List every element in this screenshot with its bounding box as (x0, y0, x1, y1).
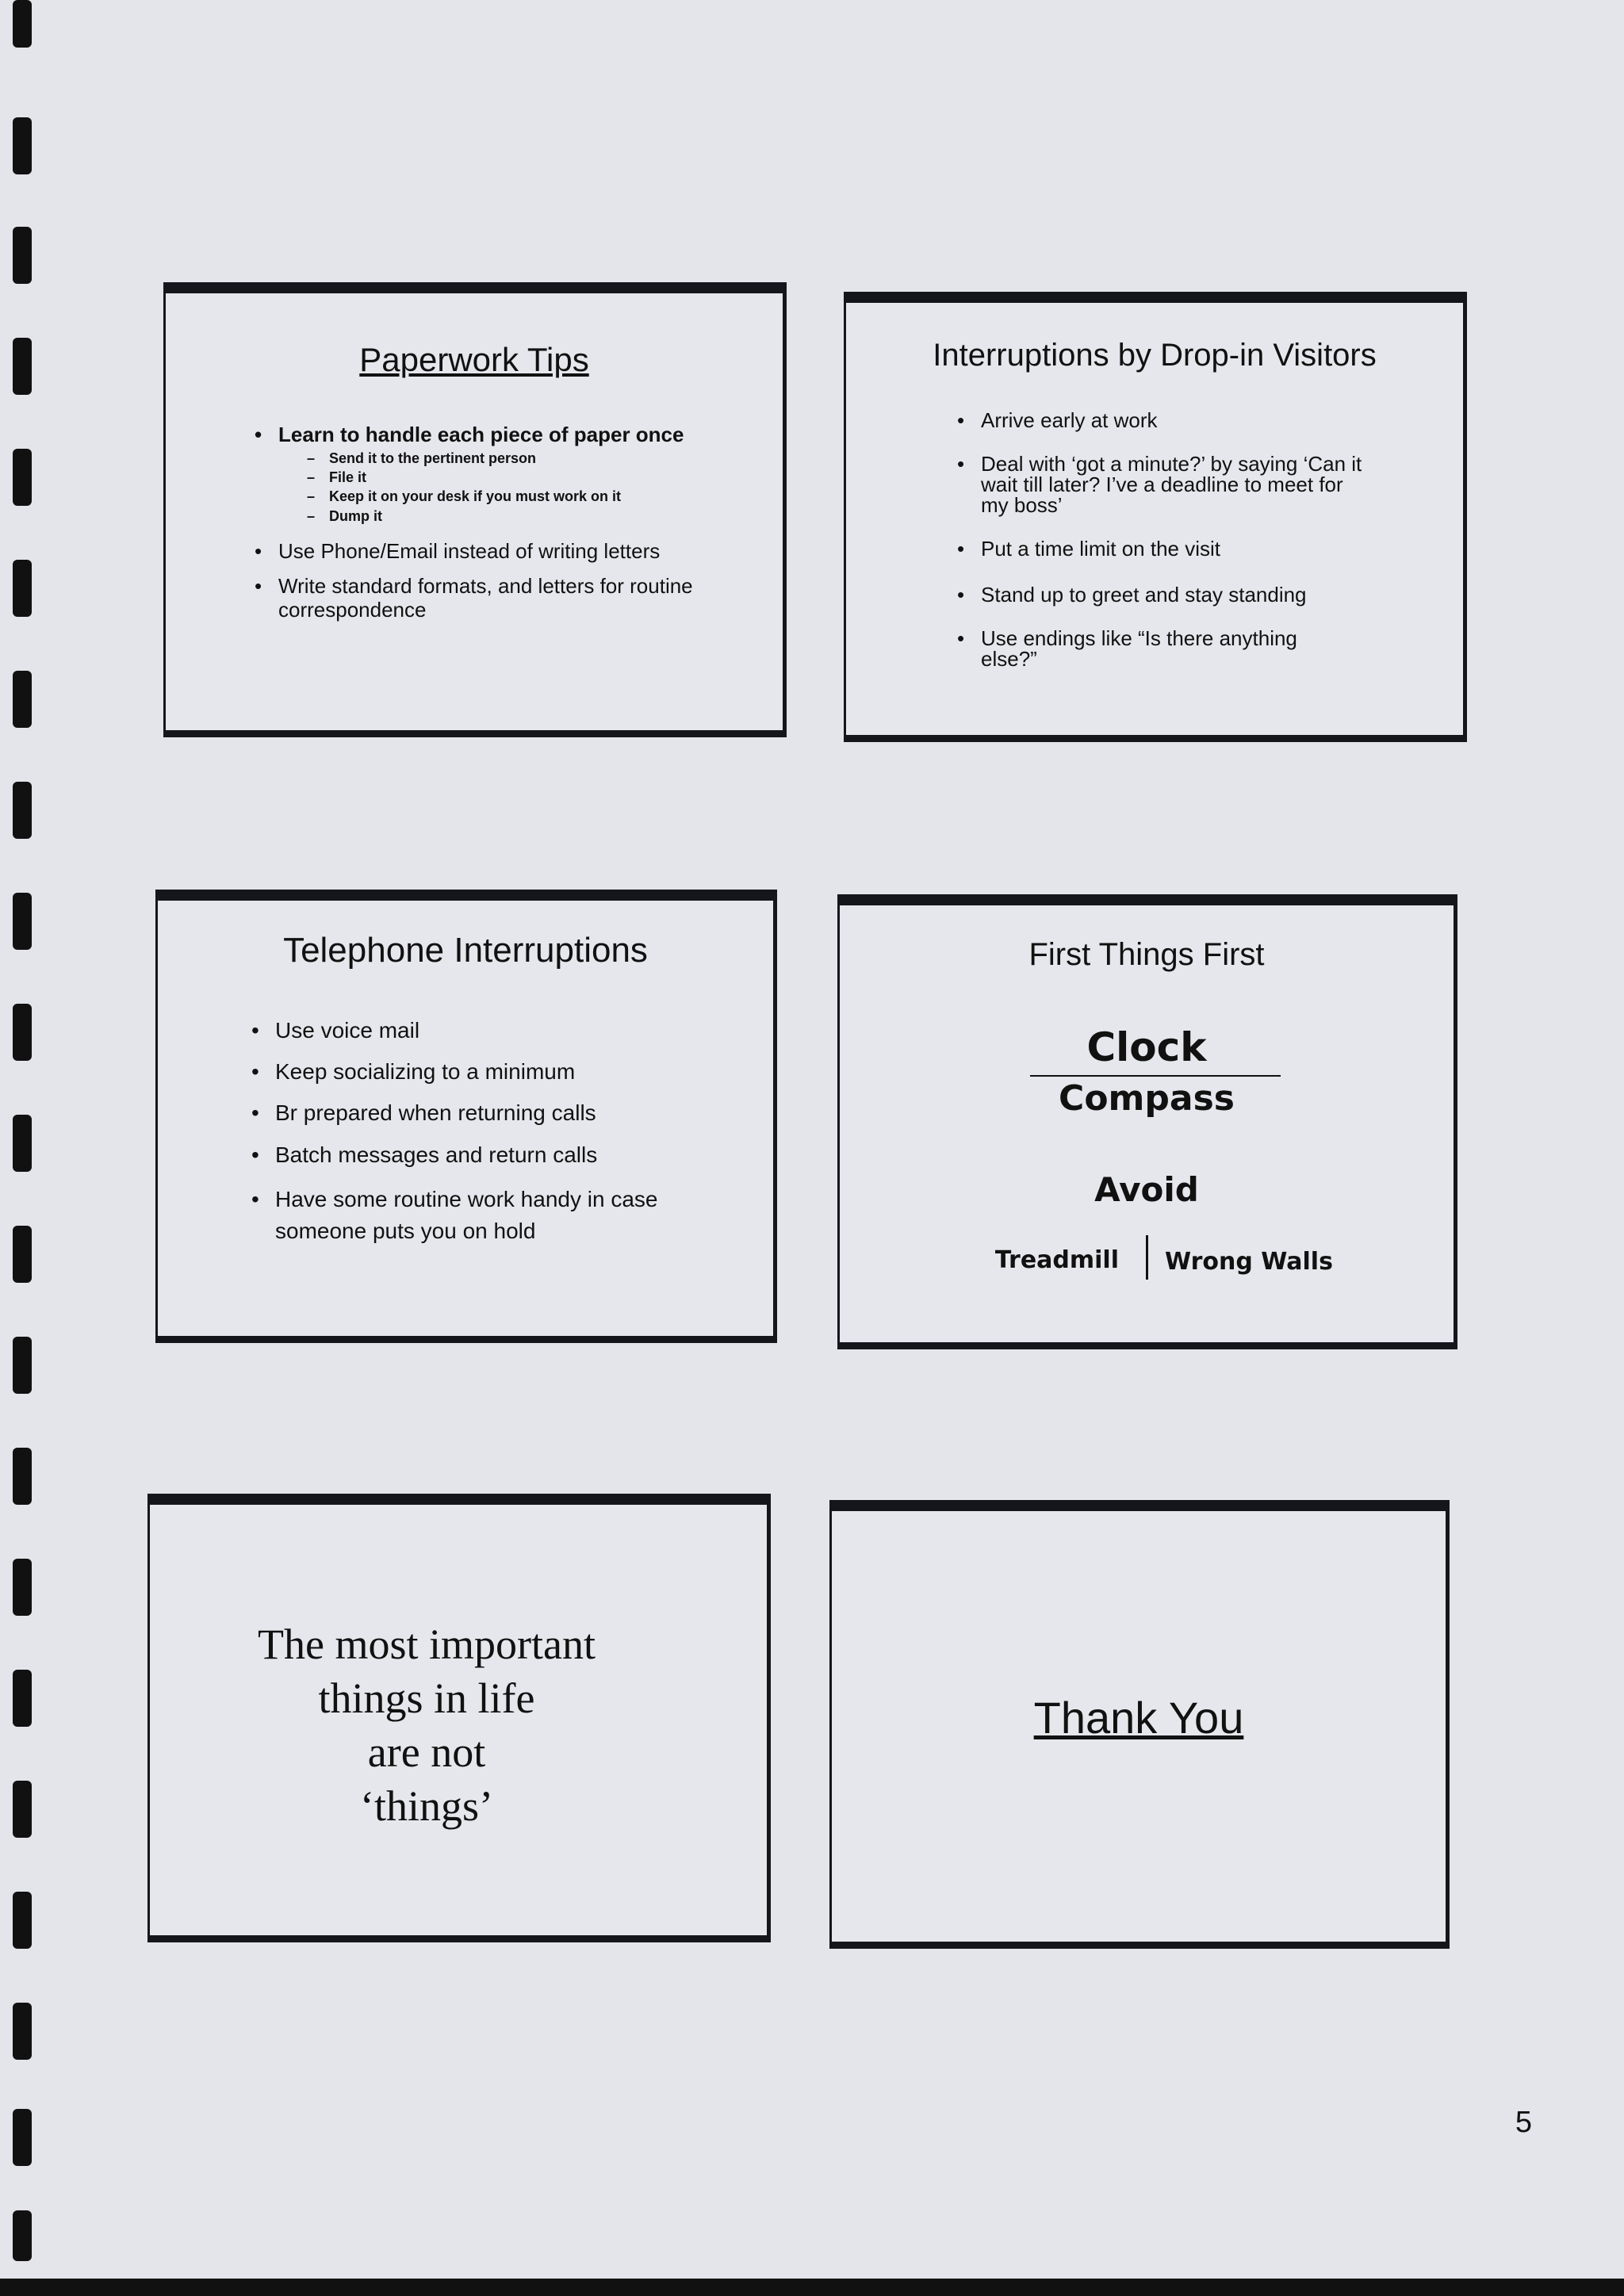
bottom-edge-shadow (0, 2279, 1624, 2296)
bullet-item: • Use Phone/Email instead of writing letters (255, 540, 746, 564)
binding-hole (13, 449, 32, 506)
sub-bullet-item: – Send it to the pertinent person (307, 449, 746, 468)
bullet-item: • Arrive early at work (957, 409, 1369, 433)
slide-title: Interruptions by Drop-in Visitors (933, 338, 1377, 373)
slide-title: First Things First (1028, 937, 1265, 972)
slide-title: Telephone Interruptions (283, 931, 648, 970)
binding-hole (13, 1892, 32, 1949)
bullet-item: • Have some routine work handy in case someone puts you on hold (251, 1184, 711, 1248)
binding-hole (13, 893, 32, 950)
bullet-list (251, 1018, 711, 1248)
divider-line (1030, 1075, 1281, 1077)
binding-hole (13, 1559, 32, 1616)
bullet-item: • Use voice mail (251, 1018, 711, 1043)
quote-line: ‘things’ (360, 1782, 493, 1830)
quote-line: are not (367, 1728, 486, 1776)
bullet-list (255, 423, 746, 622)
sub-bullet-list (278, 449, 746, 526)
binding-hole (13, 0, 32, 48)
page-number: 5 (1515, 2106, 1532, 2139)
binding-hole (13, 1226, 32, 1283)
bullet-item: • Br prepared when returning calls (251, 1100, 711, 1126)
bullet-list (957, 409, 1369, 669)
bullet-item: • Put a time limit on the visit (957, 538, 1369, 561)
compass-label: Compass (1059, 1078, 1235, 1119)
bullet-item: • Stand up to greet and stay standing (957, 584, 1369, 607)
sub-bullet-item: – Keep it on your desk if you must work on it (307, 487, 746, 506)
treadmill-label: Treadmill (994, 1246, 1119, 1274)
binding-hole (13, 1115, 32, 1172)
slide-title: Thank You (1033, 1693, 1244, 1743)
bullet-item (255, 423, 746, 526)
clock-label: Clock (1086, 1024, 1207, 1070)
separator-bar (1146, 1235, 1148, 1280)
slide-quote (147, 1494, 771, 1942)
avoid-label: Avoid (1094, 1170, 1199, 1209)
slide-telephone-interruptions (155, 890, 777, 1343)
slide-first-things-first (837, 894, 1457, 1349)
binding-hole (13, 560, 32, 617)
binding-hole (13, 2210, 32, 2261)
slide-paperwork-tips (163, 282, 787, 737)
slide-title: Paperwork Tips (359, 341, 589, 378)
binding-hole (13, 1781, 32, 1838)
binding-hole (13, 338, 32, 395)
binding-hole (13, 782, 32, 839)
bullet-text: Learn to handle each piece of paper once (278, 423, 684, 446)
binding-hole (13, 1337, 32, 1394)
binding-hole (13, 227, 32, 284)
bullet-item: • Keep socializing to a minimum (251, 1059, 711, 1085)
binding-hole (13, 117, 32, 174)
wrong-walls-label: Wrong Walls (1165, 1248, 1333, 1276)
binding-hole (13, 1670, 32, 1727)
binding-hole (13, 2109, 32, 2166)
slide-thank-you (829, 1500, 1450, 1949)
slide-drop-in-visitors (844, 292, 1467, 742)
bullet-item: • Use endings like “Is there anything else?” (957, 628, 1346, 669)
bullet-item: • Write standard formats, and letters for routine correspondence (255, 575, 746, 622)
binding-hole (13, 1004, 32, 1061)
sub-bullet-item: – Dump it (307, 507, 746, 526)
quote-line: things in life (318, 1674, 535, 1722)
sub-bullet-item: – File it (307, 468, 746, 487)
binding-hole (13, 2003, 32, 2060)
binding-hole (13, 1448, 32, 1505)
quote-text (150, 1617, 703, 1833)
bullet-item: • Batch messages and return calls (251, 1142, 711, 1168)
bullet-item: • Deal with ‘got a minute?’ by saying ‘Can it wait till later? I’ve a deadline to meet for my boss’ (957, 453, 1369, 515)
binding-hole (13, 671, 32, 728)
quote-line: The most important (258, 1621, 596, 1668)
